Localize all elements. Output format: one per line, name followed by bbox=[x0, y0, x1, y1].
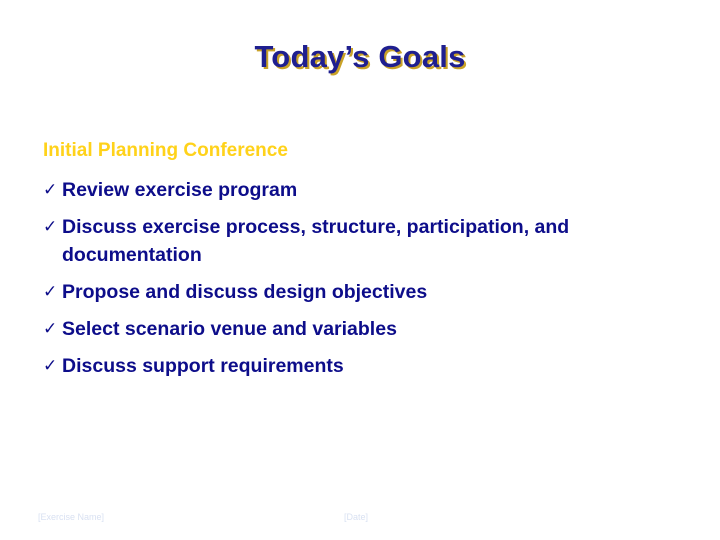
list-item-text: Review exercise program bbox=[62, 179, 298, 201]
footer-date: [Date] bbox=[344, 512, 369, 522]
list-item bbox=[43, 352, 683, 380]
list-item bbox=[43, 278, 683, 306]
slide-title: Today’s Goals bbox=[254, 38, 466, 74]
checkmark-icon: ✓ bbox=[43, 356, 58, 375]
list-item-text: Select scenario venue and variables bbox=[62, 318, 397, 340]
footer-exercise-name: [Exercise Name] bbox=[38, 512, 105, 522]
goals-list bbox=[43, 176, 683, 389]
list-item-text: Discuss exercise process, structure, participation, and documentation bbox=[62, 216, 570, 266]
checkmark-icon: ✓ bbox=[43, 217, 58, 236]
list-item-text: Propose and discuss design objectives bbox=[62, 281, 428, 303]
list-item-text: Discuss support requirements bbox=[62, 355, 344, 377]
checkmark-icon: ✓ bbox=[43, 319, 58, 338]
list-item bbox=[43, 213, 683, 269]
section-subheading: Initial Planning Conference bbox=[43, 140, 288, 161]
checkmark-icon: ✓ bbox=[43, 282, 58, 301]
list-item bbox=[43, 315, 683, 343]
list-item bbox=[43, 176, 683, 204]
checkmark-icon: ✓ bbox=[43, 180, 58, 199]
